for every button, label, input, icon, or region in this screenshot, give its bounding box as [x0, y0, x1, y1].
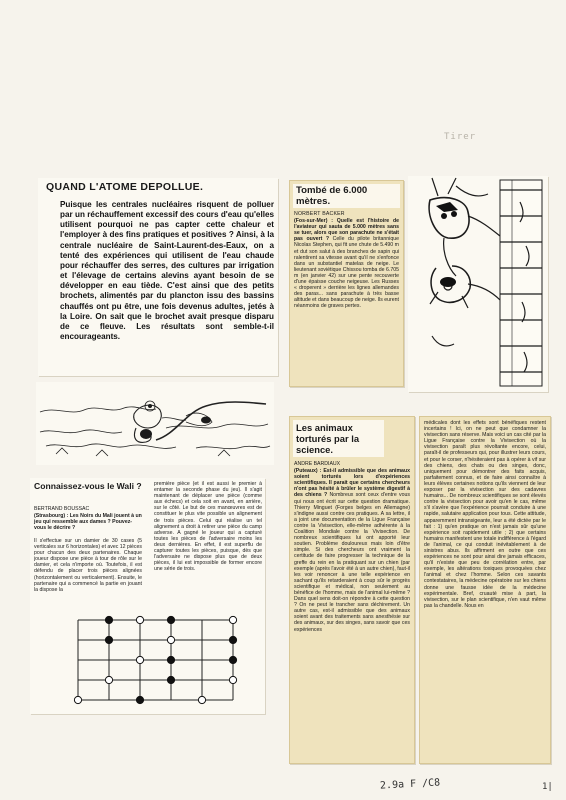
- wali-lead: (Strasbourg) : Les Noirs du Mali jouent à un jeu qui ressemble aux dames ? Pouvez-vous le décrire ?: [34, 513, 142, 532]
- atom-body: Puisque les centrales nucléaires risquent de polluer par un réchauffement excessif des cours d'eau qu'elles utilisent pourquoi ne pas capter cette chaleur et l'employer à des fins pratiques et positives ? Ainsi, à la centrale nucléaire de Saint-Laurent-des-Eaux, on a tenté des expériences qui utilisent de l'eau chaude pour réchauffer des serres, des cultures par irrigation et l'élevage de certains alevins ayant besoin de se développer en eau tiède. C'est ainsi que des petits brochets, alimentés par du plancton issu des bassins chauffés ont pu être, une fois devenus adultes, jetés à la Loire. On sait que le brochet avait presque disparu de ce fleuve. Les résultats sont semble-t-il encourageants.: [60, 200, 274, 342]
- scan-label: Tirer: [444, 132, 477, 142]
- wali-author: BERTRAND BOUSSAC: [34, 506, 90, 512]
- board-piece-black: [136, 696, 143, 703]
- board-piece-white: [229, 616, 236, 623]
- animals-col2-body: médicales dont les effets sont bénéfiques restent incertains ! Ici, on ne peut que condamner la vivisection sans réserve. Mais voici un cas cité par la Ligue Française contre la Vivisection où la vivisection paraît plus révoltante encore, celui, paraît-il de professeurs qui, pour illustrer leurs cours, et pour le corser, n'hésiteraient pas à opérer à vif sur des chiens, des chats ou des singes, donc, uniquement pour démontrer des faits acquis, parfaitement connus, et de faire ainsi connaître à leurs élèves certaines notions qu'ils viennent de leur exposer par la vivisection sur des cadavres humains... De nombreux scientifiques se sont élevés contre la vivisection pour avoir qu'en le cas, même s'il s'avère que l'expérience pourrait conduire à une rapide, salutaire application pour tous. Cette attitude, apparemment intransigeante, leur a été dictée par le fait : 1) qu'en pratique on n'est jamais sûr qu'une expérience soit rapidement utile ; 2) que certains humains manifestent une totale indifférence à l'égard de l'animal, ce qui conduit inévitablement à de sinistres abus. Ils affirment en outre que ces expériences ne sont pour ainsi dire jamais efficaces, qu'il n'existe que peu de corrélation entre, par exemple, les altérations toxiques provoquées chez l'animal et chez l'homme. Selon ces savants contestataires, la médecine opératoire sur les chiens donne une fausse idée de la médecine expérimentale. Bref, cruauté mise à part, la vivisection, sur le plan scientifique, n'en vaut même pas la chandelle. Nous en: [424, 420, 546, 609]
- wali-game-board: [70, 612, 242, 710]
- board-piece-black: [167, 676, 174, 683]
- board-piece-white: [136, 616, 143, 623]
- fall-author: NORBERT BACKER: [294, 211, 345, 217]
- fall-cartoon: [408, 176, 548, 392]
- falling-man-illustration: [408, 176, 548, 392]
- handwritten-page-number: 2.9a F /C8: [379, 777, 441, 792]
- board-piece-white: [74, 696, 81, 703]
- wali-headline: Connaissez-vous le Wali ?: [34, 481, 142, 491]
- animals-lead: (Puteaux) : Est-il admissible que des animaux soient torturés lors d'expériences scientifiques. Il parait que certains chercheurs n'ont pas hésité à brûler le système digestif à des chiens ?: [294, 468, 410, 499]
- animals-clipping-col2: [419, 416, 551, 764]
- atom-cartoon: [36, 382, 274, 465]
- fall-body: Celle du pilote britannique Nicolas Stephen, qui fit une chute de 5.490 m et dut son salut à des branches de sapin qui ralentirent sa vitesse avant qu'il ne s'enfonce dans un substantiel matelas de neige. Le lieutenant soviétique Chissou tomba de 6.705 m (en janvier 42) sur une pente recouverte d'une épaisse couche neigeuse. Les Russes « droperent » derrière les lignes allemandes des paras... sans parachute à très basse altitude et dans beaucoup de neige. Ils eurent néanmoins de graves pertes.: [294, 236, 399, 310]
- wali-body-right: première pièce (et il est aussi le premier à entamer la seconde phase du jeu). Il s'agit maintenant de déplacer une pièce (comme aux échecs) et cela soit en avant, en arrière, sur le côté. Le but de ces manœuvres est de constituer le plus vite possible un alignement de trois pièces. Celui qui réalise un tel alignement a droit à retirer une pièce du camp adverse. A gagné le joueur qui a capturé toutes les pièces de l'adversaire moins les deux dernières. En effet, il est superflu de capturer toutes les pièces, puisque, dès que l'adversaire ne dispose plus que de deux pièces, il lui est impossible de former encore une série de trois.: [154, 481, 262, 573]
- board-piece-white: [167, 636, 174, 643]
- board-piece-white: [105, 676, 112, 683]
- fall-lead: (Fos-sur-Mer) : Quelle est l'histoire de l'aviateur qui sauta de 5.000 mètres sans se tuer, alors que son parachute ne s'était pas ouvert ?: [294, 218, 399, 243]
- diver-cartoon-illustration: [36, 382, 274, 465]
- board-piece-black: [229, 636, 236, 643]
- board-piece-white: [229, 676, 236, 683]
- animals-headline: Les animaux torturés par la science.: [293, 420, 384, 457]
- board-piece-black: [167, 656, 174, 663]
- fall-headline: Tombé de 6.000 mètres.: [293, 184, 400, 208]
- atom-headline: QUAND L'ATOME DEPOLLUE.: [46, 181, 204, 193]
- animals-author: ANDRE BARDIAUX: [294, 461, 341, 467]
- animals-body: Nombreux sont ceux d'entre vous qui nous ont écrit sur cette question dramatique. Thierry Minguet (Forges belges en Allemagne) s'indigne aussi contre ces pratiques. A sa lettre, il a joint une documentation de la Ligue Française contre la Vivisection, elle-même adhérente à la Coalition Mondiale contre la Vivisection. De nombreux scientifiques lui ont apporté leur soutien. Problème douloureux mais loin d'être simple. Si des chercheurs ont vraiment la certitude de faire progresser la technique de la greffe du rein en la pratiquant sur un chien (par exemple (après l'avoir été à un autre chien), faut-il les voir renoncer à une telle expérience en sachant qu'ils retarderaient à coup sûr le progrès scientifique et médical, non seulement au bénéfice de l'homme, mais de l'animal lui-même ? Dans quel sens doit-on répondre à cette question ? On ne peut le trancher sans déchirement. Un autre cas, est-il admissible que des animaux soient avant des traitements sans anesthésie sur des animaux, sur des singes, sans savoir que ces expériences: [294, 492, 410, 633]
- board-piece-white: [198, 696, 205, 703]
- board-piece-black: [167, 616, 174, 623]
- corner-mark: 1|: [542, 782, 553, 792]
- fall-clipping: [289, 180, 404, 387]
- wali-clipping: [30, 478, 265, 714]
- wali-body-left: Il s'effectue sur un damier de 30 cases (5 verticales sur 6 horizontales) et avec 12 pièces pour chacun des deux partenaires. Chaque joueur dispose une pièce à tour de rôle sur le damier, et cela n'importe où. Toutefois, il est défendu de placer trois pièces alignées (horizontalement ou verticalement). Ensuite, le partenaire qui a commencé la partie en jouant la dispose la: [34, 538, 142, 593]
- board-piece-black: [105, 616, 112, 623]
- atom-clipping: [38, 178, 278, 376]
- animals-clipping: [289, 416, 415, 764]
- board-piece-black: [229, 656, 236, 663]
- board-piece-white: [136, 656, 143, 663]
- board-piece-black: [105, 636, 112, 643]
